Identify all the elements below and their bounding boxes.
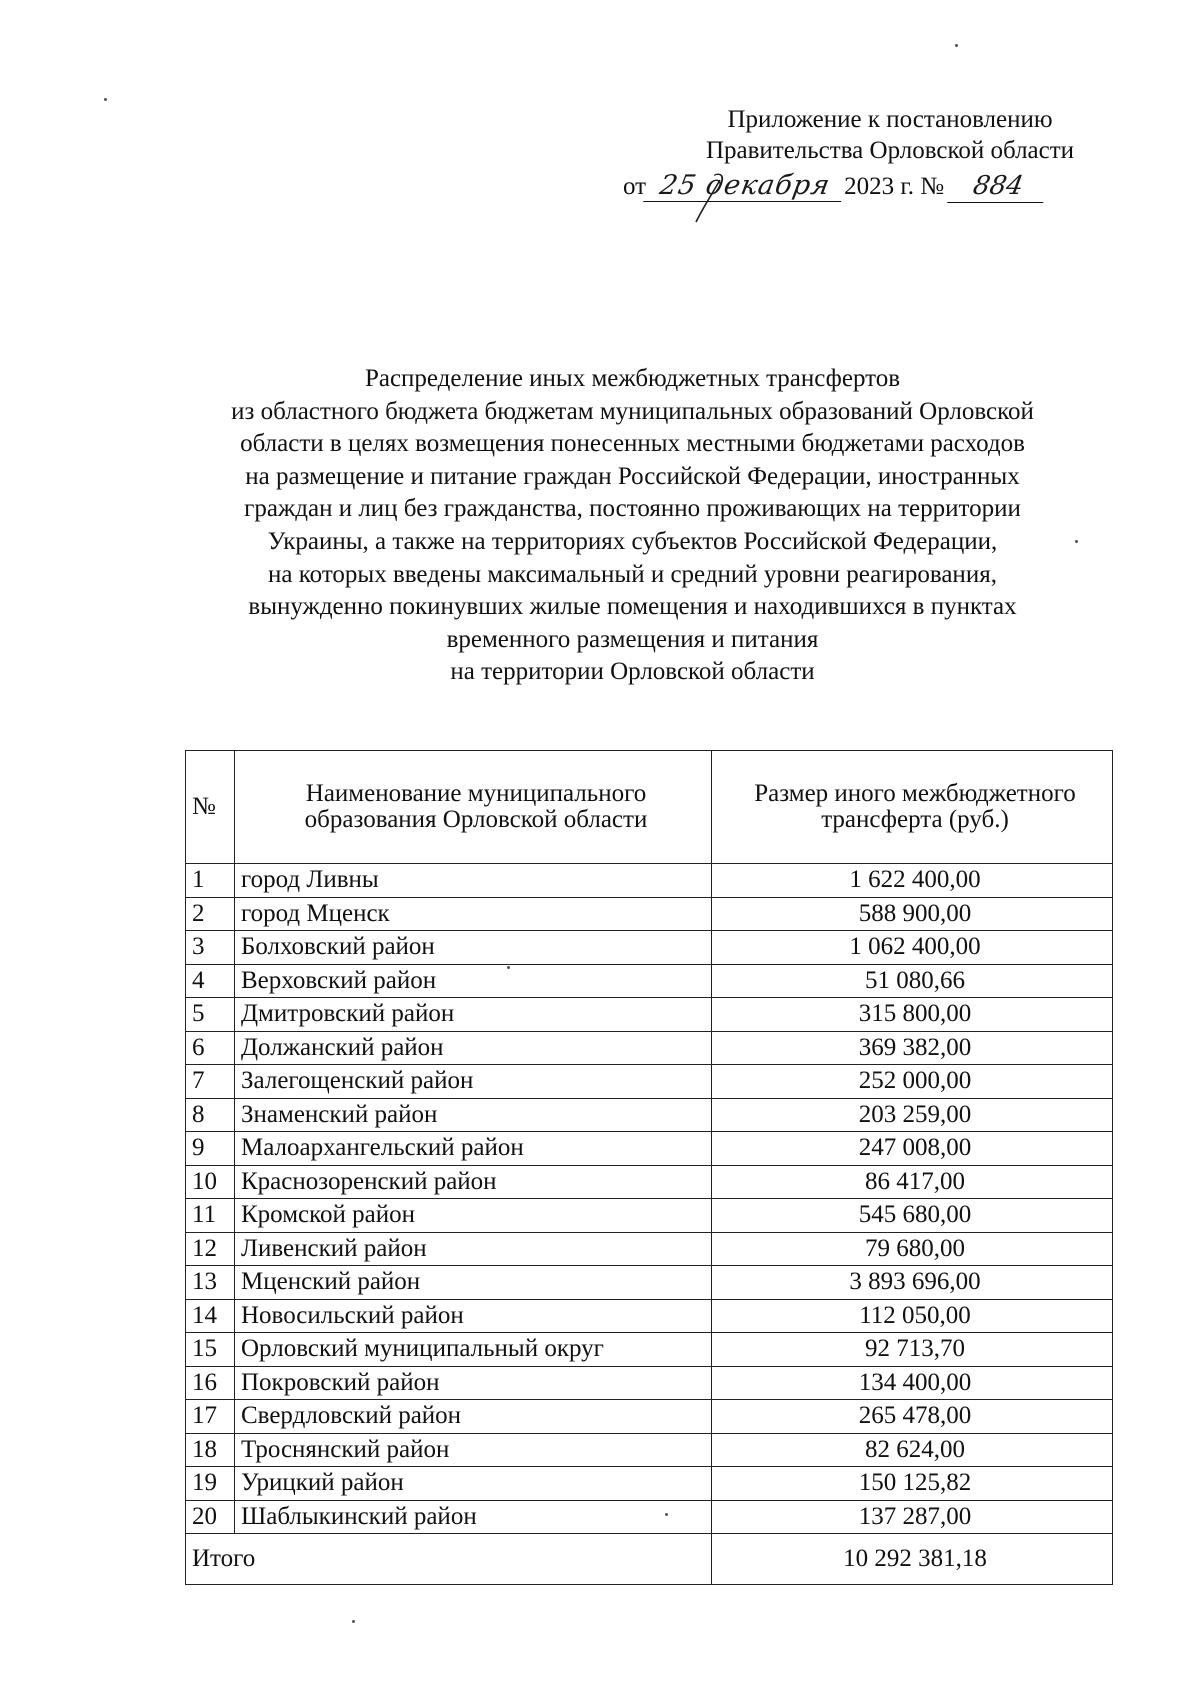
row-municipality: Кромской район xyxy=(235,1199,712,1233)
row-amount: 545 680,00 xyxy=(712,1199,1113,1233)
row-municipality: Должанский район xyxy=(235,1031,712,1065)
table-row xyxy=(186,931,1113,965)
row-number: 17 xyxy=(186,1400,235,1434)
row-municipality: Краснозоренский район xyxy=(235,1165,712,1199)
row-number: 11 xyxy=(186,1199,235,1233)
row-amount: 247 008,00 xyxy=(712,1132,1113,1166)
table-row xyxy=(186,1031,1113,1065)
table-row xyxy=(186,1333,1113,1367)
table-row xyxy=(186,1266,1113,1300)
row-number: 13 xyxy=(186,1266,235,1300)
row-municipality: Свердловский район xyxy=(235,1400,712,1434)
document-title xyxy=(170,363,1095,689)
appendix-header xyxy=(690,104,1090,166)
row-number: 3 xyxy=(186,931,235,965)
row-number: 6 xyxy=(186,1031,235,1065)
table-row xyxy=(186,1165,1113,1199)
row-number: 2 xyxy=(186,897,235,931)
row-municipality: Знаменский район xyxy=(235,1098,712,1132)
row-municipality: Ливенский район xyxy=(235,1232,712,1266)
row-municipality: Болховский район xyxy=(235,931,712,965)
row-amount: 265 478,00 xyxy=(712,1400,1113,1434)
appendix-line-2: Правительства Орловской области xyxy=(705,137,1075,164)
row-number: 20 xyxy=(186,1500,235,1534)
row-amount: 79 680,00 xyxy=(712,1232,1113,1266)
handwriting-stroke xyxy=(690,176,730,226)
row-amount: 315 800,00 xyxy=(712,998,1113,1032)
row-number: 12 xyxy=(186,1232,235,1266)
row-number: 9 xyxy=(186,1132,235,1166)
header-municipality: Наименование муниципального образования Орловской области xyxy=(235,751,712,864)
row-municipality: Залегощенский район xyxy=(235,1065,712,1099)
table-row xyxy=(186,1065,1113,1099)
total-amount: 10 292 381,18 xyxy=(712,1534,1113,1585)
row-amount: 3 893 696,00 xyxy=(712,1266,1113,1300)
table-row xyxy=(186,1467,1113,1501)
row-number: 19 xyxy=(186,1467,235,1501)
table-row xyxy=(186,1098,1113,1132)
row-number: 5 xyxy=(186,998,235,1032)
total-row xyxy=(186,1534,1113,1585)
table-header-row xyxy=(186,751,1113,864)
table-row xyxy=(186,1433,1113,1467)
handwritten-number: 884 xyxy=(948,171,1050,203)
row-amount: 51 080,66 xyxy=(712,964,1113,998)
row-municipality: Покровский район xyxy=(235,1366,712,1400)
title-line: на которых введены максимальный и средний уровни реагирования, xyxy=(268,560,997,588)
title-line: из областного бюджета бюджетам муниципальных образований Орловской xyxy=(231,397,1034,425)
table-row xyxy=(186,864,1113,898)
transfer-distribution-table xyxy=(185,750,1113,1585)
row-municipality: Новосильский район xyxy=(235,1299,712,1333)
row-amount: 82 624,00 xyxy=(712,1433,1113,1467)
row-municipality: Троснянский район xyxy=(235,1433,712,1467)
appendix-line-1: Приложение к постановлению xyxy=(727,106,1053,133)
title-line: области в целях возмещения понесенных местными бюджетами расходов xyxy=(240,430,1025,458)
table-row xyxy=(186,1132,1113,1166)
title-line: на размещение и питание граждан Российской Федерации, иностранных xyxy=(245,462,1020,490)
title-line: временного размещения и питания xyxy=(446,625,819,653)
table-row xyxy=(186,998,1113,1032)
row-amount: 112 050,00 xyxy=(712,1299,1113,1333)
table-row xyxy=(186,1366,1113,1400)
row-amount: 92 713,70 xyxy=(712,1333,1113,1367)
title-line: на территории Орловской области xyxy=(450,658,815,686)
row-number: 10 xyxy=(186,1165,235,1199)
table-row xyxy=(186,897,1113,931)
row-municipality: Шаблыкинский район xyxy=(235,1500,712,1534)
title-line: Украины, а также на территориях субъектов Российской Федерации, xyxy=(267,527,998,555)
row-number: 8 xyxy=(186,1098,235,1132)
row-number: 7 xyxy=(186,1065,235,1099)
row-municipality: Дмитровский район xyxy=(235,998,712,1032)
table-row xyxy=(186,1400,1113,1434)
row-number: 1 xyxy=(186,864,235,898)
row-number: 4 xyxy=(186,964,235,998)
row-amount: 369 382,00 xyxy=(712,1031,1113,1065)
title-line: граждан и лиц без гражданства, постоянно проживающих на территории xyxy=(244,495,1021,523)
row-municipality: Орловский муниципальный округ xyxy=(235,1333,712,1367)
total-label: Итого xyxy=(186,1534,712,1585)
scan-speck xyxy=(507,966,510,969)
header-amount: Размер иного межбюджетного трансферта (руб.) xyxy=(712,751,1113,864)
row-amount: 86 417,00 xyxy=(712,1165,1113,1199)
scan-speck xyxy=(352,1620,355,1623)
scan-speck xyxy=(665,1513,668,1516)
header-number: № xyxy=(186,751,235,864)
scan-speck xyxy=(955,44,958,47)
table-row xyxy=(186,1199,1113,1233)
row-amount: 1 062 400,00 xyxy=(712,931,1113,965)
table-row xyxy=(186,964,1113,998)
row-municipality: Верховский район xyxy=(235,964,712,998)
handwritten-date: 25 декабря xyxy=(643,170,847,202)
scan-speck xyxy=(104,98,107,101)
table-row xyxy=(186,1299,1113,1333)
title-line: вынужденно покинувших жилые помещения и находившихся в пунктах xyxy=(248,593,1017,621)
row-amount: 150 125,82 xyxy=(712,1467,1113,1501)
table-row xyxy=(186,1232,1113,1266)
row-amount: 134 400,00 xyxy=(712,1366,1113,1400)
title-line: Распределение иных межбюджетных трансфертов xyxy=(364,365,901,392)
row-municipality: Урицкий район xyxy=(235,1467,712,1501)
row-number: 14 xyxy=(186,1299,235,1333)
row-municipality: город Мценск xyxy=(235,897,712,931)
row-amount: 588 900,00 xyxy=(712,897,1113,931)
row-number: 16 xyxy=(186,1366,235,1400)
row-number: 15 xyxy=(186,1333,235,1367)
row-municipality: город Ливны xyxy=(235,864,712,898)
table-row xyxy=(186,1500,1113,1534)
row-municipality: Малоархангельский район xyxy=(235,1132,712,1166)
row-amount: 203 259,00 xyxy=(712,1098,1113,1132)
row-municipality: Мценский район xyxy=(235,1266,712,1300)
date-prefix: от xyxy=(623,173,647,200)
row-number: 18 xyxy=(186,1433,235,1467)
row-amount: 137 287,00 xyxy=(712,1500,1113,1534)
resolution-year: 2023 г. № xyxy=(844,173,945,200)
scan-speck xyxy=(1075,540,1078,543)
row-amount: 1 622 400,00 xyxy=(712,864,1113,898)
row-amount: 252 000,00 xyxy=(712,1065,1113,1099)
